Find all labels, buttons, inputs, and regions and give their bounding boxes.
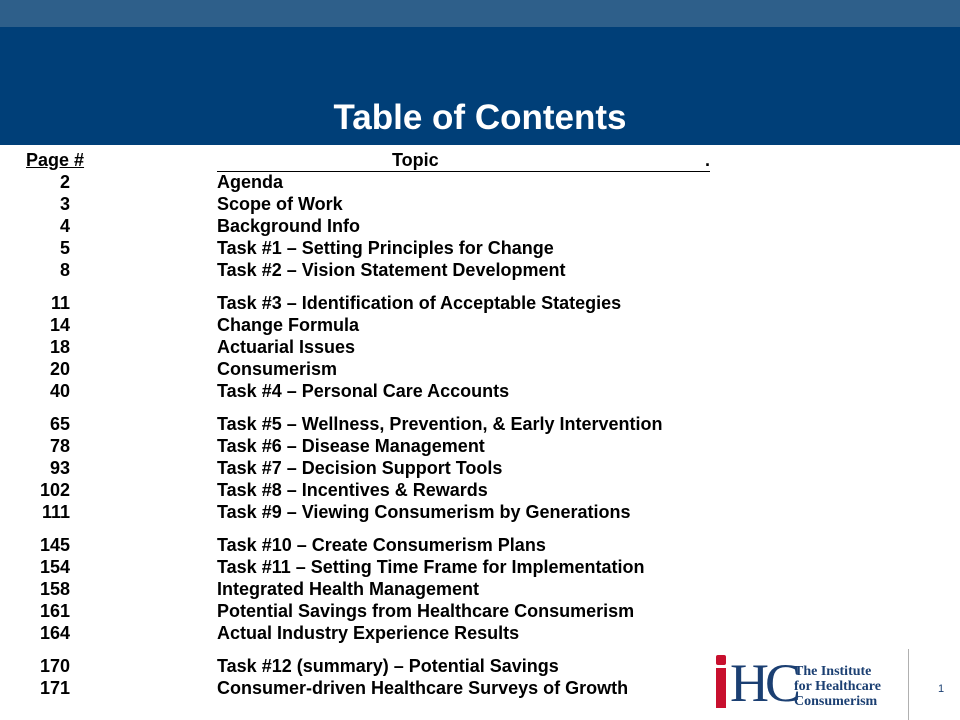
toc-row — [0, 623, 900, 645]
toc-topic: Task #12 (summary) – Potential Savings — [217, 656, 559, 676]
toc-page-number: 171 — [39, 678, 70, 698]
logo-name-line3: Consumerism — [794, 694, 878, 709]
toc-row — [0, 601, 900, 623]
toc-topic: Task #5 – Wellness, Prevention, & Early Intervention — [217, 414, 663, 434]
toc-row — [0, 579, 900, 601]
slide-page-number: 1 — [938, 683, 945, 695]
toc-page-number: 93 — [49, 458, 70, 478]
toc-row — [0, 315, 900, 337]
topic-header-trail: . — [704, 150, 710, 170]
toc-row — [0, 293, 900, 315]
toc-page-number: 170 — [39, 656, 70, 676]
toc-topic: Task #6 – Disease Management — [217, 436, 485, 456]
toc-page-number: 5 — [59, 238, 70, 258]
logo-name-line2: for Healthcare — [794, 679, 881, 694]
toc-row — [0, 414, 900, 436]
toc-topic: Task #1 – Setting Principles for Change — [217, 238, 554, 258]
toc-topic: Agenda — [217, 172, 284, 192]
toc-page-number: 111 — [41, 502, 70, 522]
page-title: Table of Contents — [333, 98, 627, 137]
toc-row — [0, 458, 900, 480]
toc-topic: Task #11 – Setting Time Frame for Implementation — [217, 557, 645, 577]
toc-page-number: 4 — [59, 216, 70, 236]
logo-name-line1: The Institute — [794, 664, 872, 679]
toc-page-number: 65 — [49, 414, 70, 434]
toc-row — [0, 260, 900, 282]
toc-topic: Scope of Work — [217, 194, 343, 214]
top-strip — [0, 0, 960, 27]
page-column-header: Page # — [26, 150, 85, 170]
topic-column-header — [217, 150, 710, 172]
logo-mark: HC — [730, 653, 798, 713]
toc-row — [0, 557, 900, 579]
toc-topic: Task #4 – Personal Care Accounts — [217, 381, 510, 401]
toc-row — [0, 436, 900, 458]
toc-page-number: 2 — [59, 172, 70, 192]
toc-row — [0, 337, 900, 359]
toc-topic: Task #7 – Decision Support Tools — [217, 458, 503, 478]
toc-page-number: 40 — [49, 381, 70, 401]
toc-topic: Background Info — [217, 216, 360, 236]
toc-page-number: 164 — [39, 623, 70, 643]
toc-page-number: 14 — [49, 315, 70, 335]
toc-page-number: 145 — [39, 535, 70, 555]
toc-topic: Potential Savings from Healthcare Consumerism — [217, 601, 635, 621]
toc-page-number: 20 — [49, 359, 70, 379]
toc-page-number: 102 — [39, 480, 70, 500]
footer-divider — [908, 649, 909, 720]
toc-row — [0, 216, 900, 238]
toc-topic: Task #9 – Viewing Consumerism by Generations — [217, 502, 631, 522]
toc-page-number: 161 — [39, 601, 70, 621]
toc-page-number: 154 — [39, 557, 70, 577]
toc-row — [0, 194, 900, 216]
toc-topic: Consumerism — [217, 359, 338, 379]
toc-page-number: 18 — [49, 337, 70, 357]
topic-header-label: Topic — [392, 150, 439, 170]
toc-topic: Task #8 – Incentives & Rewards — [217, 480, 488, 500]
toc-page-number: 11 — [50, 293, 70, 313]
toc-row — [0, 502, 900, 524]
toc-topic: Task #2 – Vision Statement Development — [217, 260, 566, 280]
toc-page-number: 3 — [59, 194, 70, 214]
toc-page-number: 8 — [59, 260, 70, 280]
toc-row — [0, 535, 900, 557]
toc-row — [0, 172, 900, 194]
toc-topic: Integrated Health Management — [217, 579, 480, 599]
toc-topic: Task #10 – Create Consumerism Plans — [217, 535, 546, 555]
toc-topic: Actual Industry Experience Results — [217, 623, 520, 643]
logo-name — [794, 664, 881, 709]
toc-row — [0, 381, 900, 403]
logo-i-stem — [716, 668, 726, 708]
toc-row — [0, 359, 900, 381]
toc-topic: Task #3 – Identification of Acceptable Stategies — [217, 293, 622, 313]
logo-i-dot — [716, 655, 726, 665]
toc-topic: Actuarial Issues — [217, 337, 356, 357]
toc-page-number: 158 — [39, 579, 70, 599]
toc-row — [0, 480, 900, 502]
ihc-logo — [712, 652, 892, 712]
toc-topic: Consumer-driven Healthcare Surveys of Growth — [217, 678, 629, 698]
toc-topic: Change Formula — [217, 315, 360, 335]
toc-row — [0, 238, 900, 260]
toc-page-number: 78 — [49, 436, 70, 456]
